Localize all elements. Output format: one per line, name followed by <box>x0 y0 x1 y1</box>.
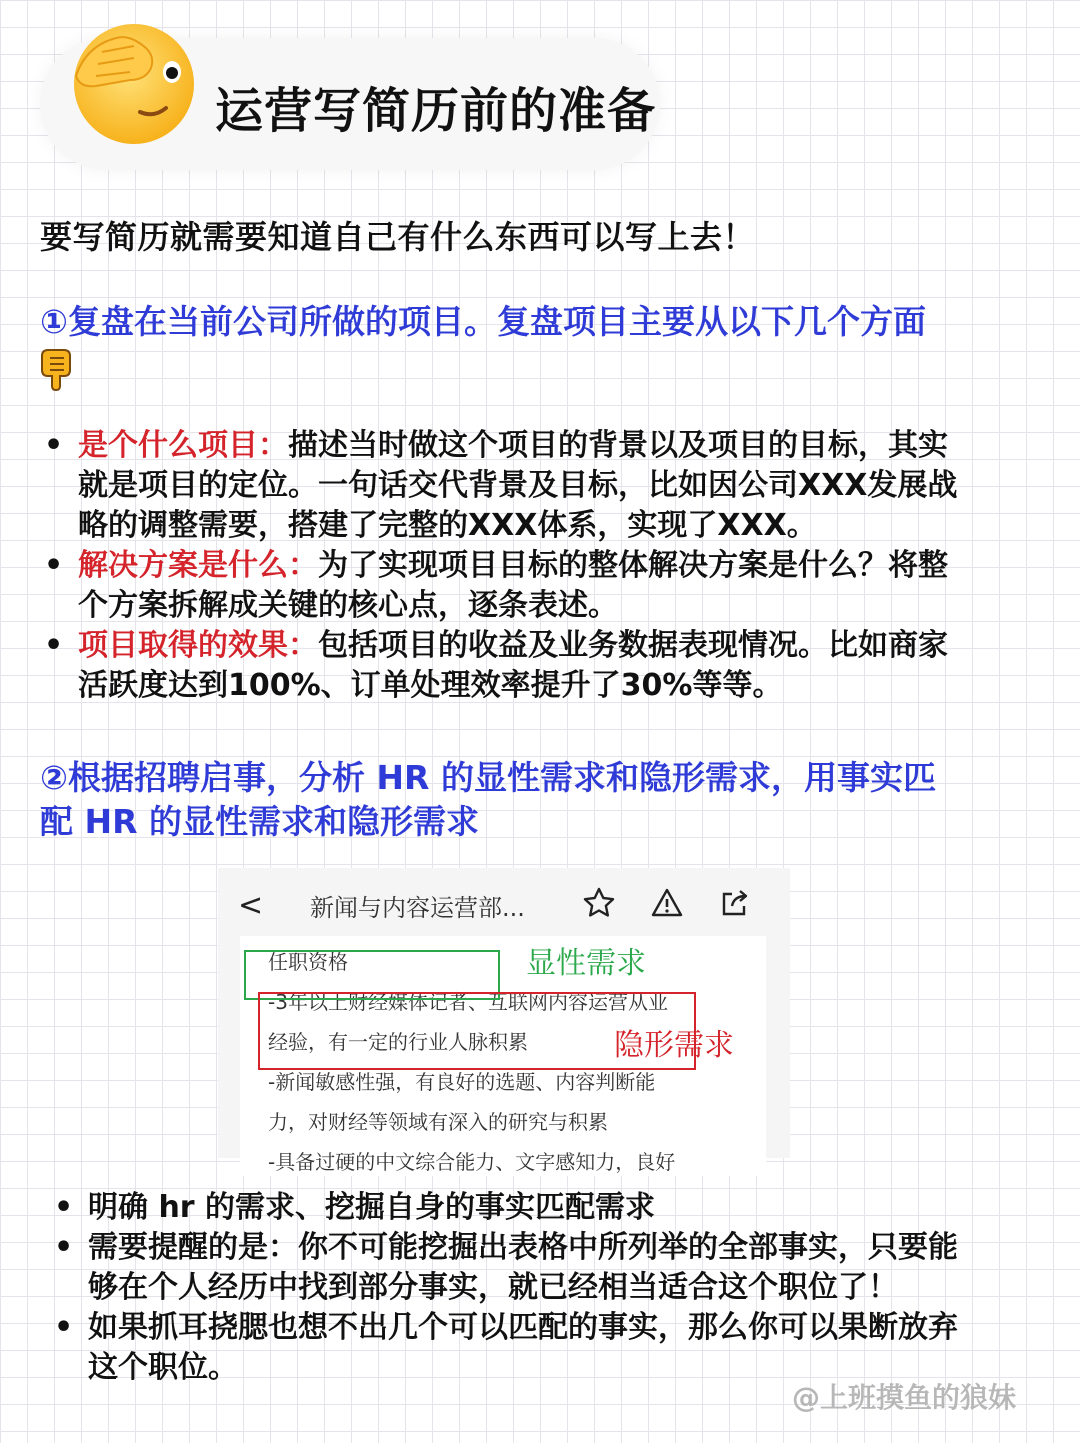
requirement-line: -3年以上财经媒体记者、互联网内容运营从业 <box>268 990 668 1014</box>
list-item <box>40 426 1050 546</box>
item-text: 包括项目的收益及业务数据表现情况。比如商家 <box>318 628 948 663</box>
item-text: 活跃度达到100%、订单处理效率提升了30%等等。 <box>78 668 783 703</box>
item-text: 个方案拆解成关键的核心点，逐条表述。 <box>78 588 618 623</box>
item-text: 明确 hr 的需求、挖掘自身的事实匹配需求 <box>88 1190 656 1225</box>
requirement-line: -新闻敏感性强，有良好的选题、内容判断能 <box>268 1070 656 1094</box>
star-icon[interactable] <box>582 886 616 920</box>
heading-line: ②根据招聘启事，分析 HR 的显性需求和隐形需求，用事实匹 <box>40 758 936 797</box>
item-text: 略的调整需要，搭建了完整的XXX体系，实现了XXX。 <box>78 508 817 543</box>
warning-icon[interactable] <box>650 886 684 920</box>
list-item <box>40 626 1050 706</box>
item-text: 如果抓耳挠腮也想不出几个可以匹配的事实，那么你可以果断放弃 <box>88 1310 958 1345</box>
item-label: 是个什么项目： <box>78 428 288 463</box>
implicit-requirement-tag: 隐形需求 <box>614 1028 734 1063</box>
list-item <box>50 1188 1060 1228</box>
intro-text: 要写简历就需要知道自己有什么东西可以写上去！ <box>40 218 756 256</box>
requirement-line: -具备过硬的中文综合能力、文字感知力，良好 <box>268 1150 676 1174</box>
item-label: 项目取得的效果： <box>78 628 318 663</box>
item-text: 描述当时做这个项目的背景以及项目的目标，其实 <box>288 428 948 463</box>
share-icon[interactable] <box>718 886 752 920</box>
job-title: 新闻与内容运营部... <box>310 894 525 922</box>
app-topbar <box>218 868 790 936</box>
face-with-hand-over-eye-icon <box>62 12 202 152</box>
project-review-list <box>40 426 1050 706</box>
requirements-heading: 任职资格 <box>268 950 348 974</box>
item-label: 解决方案是什么： <box>78 548 318 583</box>
section1-heading: ①复盘在当前公司所做的项目。复盘项目主要从以下几个方面 <box>40 302 926 341</box>
list-item <box>50 1228 1060 1308</box>
backhand-index-pointing-down-icon <box>40 346 76 390</box>
page-title: 运营写简历前的准备 <box>215 83 657 139</box>
matching-tips-list <box>50 1188 1060 1388</box>
section2-heading <box>40 756 1050 844</box>
item-text: 这个职位。 <box>88 1350 238 1385</box>
heading-line: 配 HR 的显性需求和隐形需求 <box>40 802 480 841</box>
job-post-screenshot <box>218 868 790 1174</box>
item-text: 够在个人经历中找到部分事实，就已经相当适合这个职位了！ <box>88 1270 898 1305</box>
back-button[interactable]: < <box>238 888 264 923</box>
requirement-line: 力，对财经等领域有深入的研究与积累 <box>268 1110 608 1134</box>
author-watermark: @上班摸鱼的狼妹 <box>792 1381 1017 1414</box>
item-text: 需要提醒的是：你不可能挖掘出表格中所列举的全部事实，只要能 <box>88 1230 958 1265</box>
requirement-line: 经验，有一定的行业人脉积累 <box>268 1030 528 1054</box>
item-text: 就是项目的定位。一句话交代背景及目标，比如因公司XXX发展战 <box>78 468 958 503</box>
explicit-requirement-tag: 显性需求 <box>526 946 646 981</box>
item-text: 为了实现项目目标的整体解决方案是什么？将整 <box>318 548 948 583</box>
list-item <box>40 546 1050 626</box>
